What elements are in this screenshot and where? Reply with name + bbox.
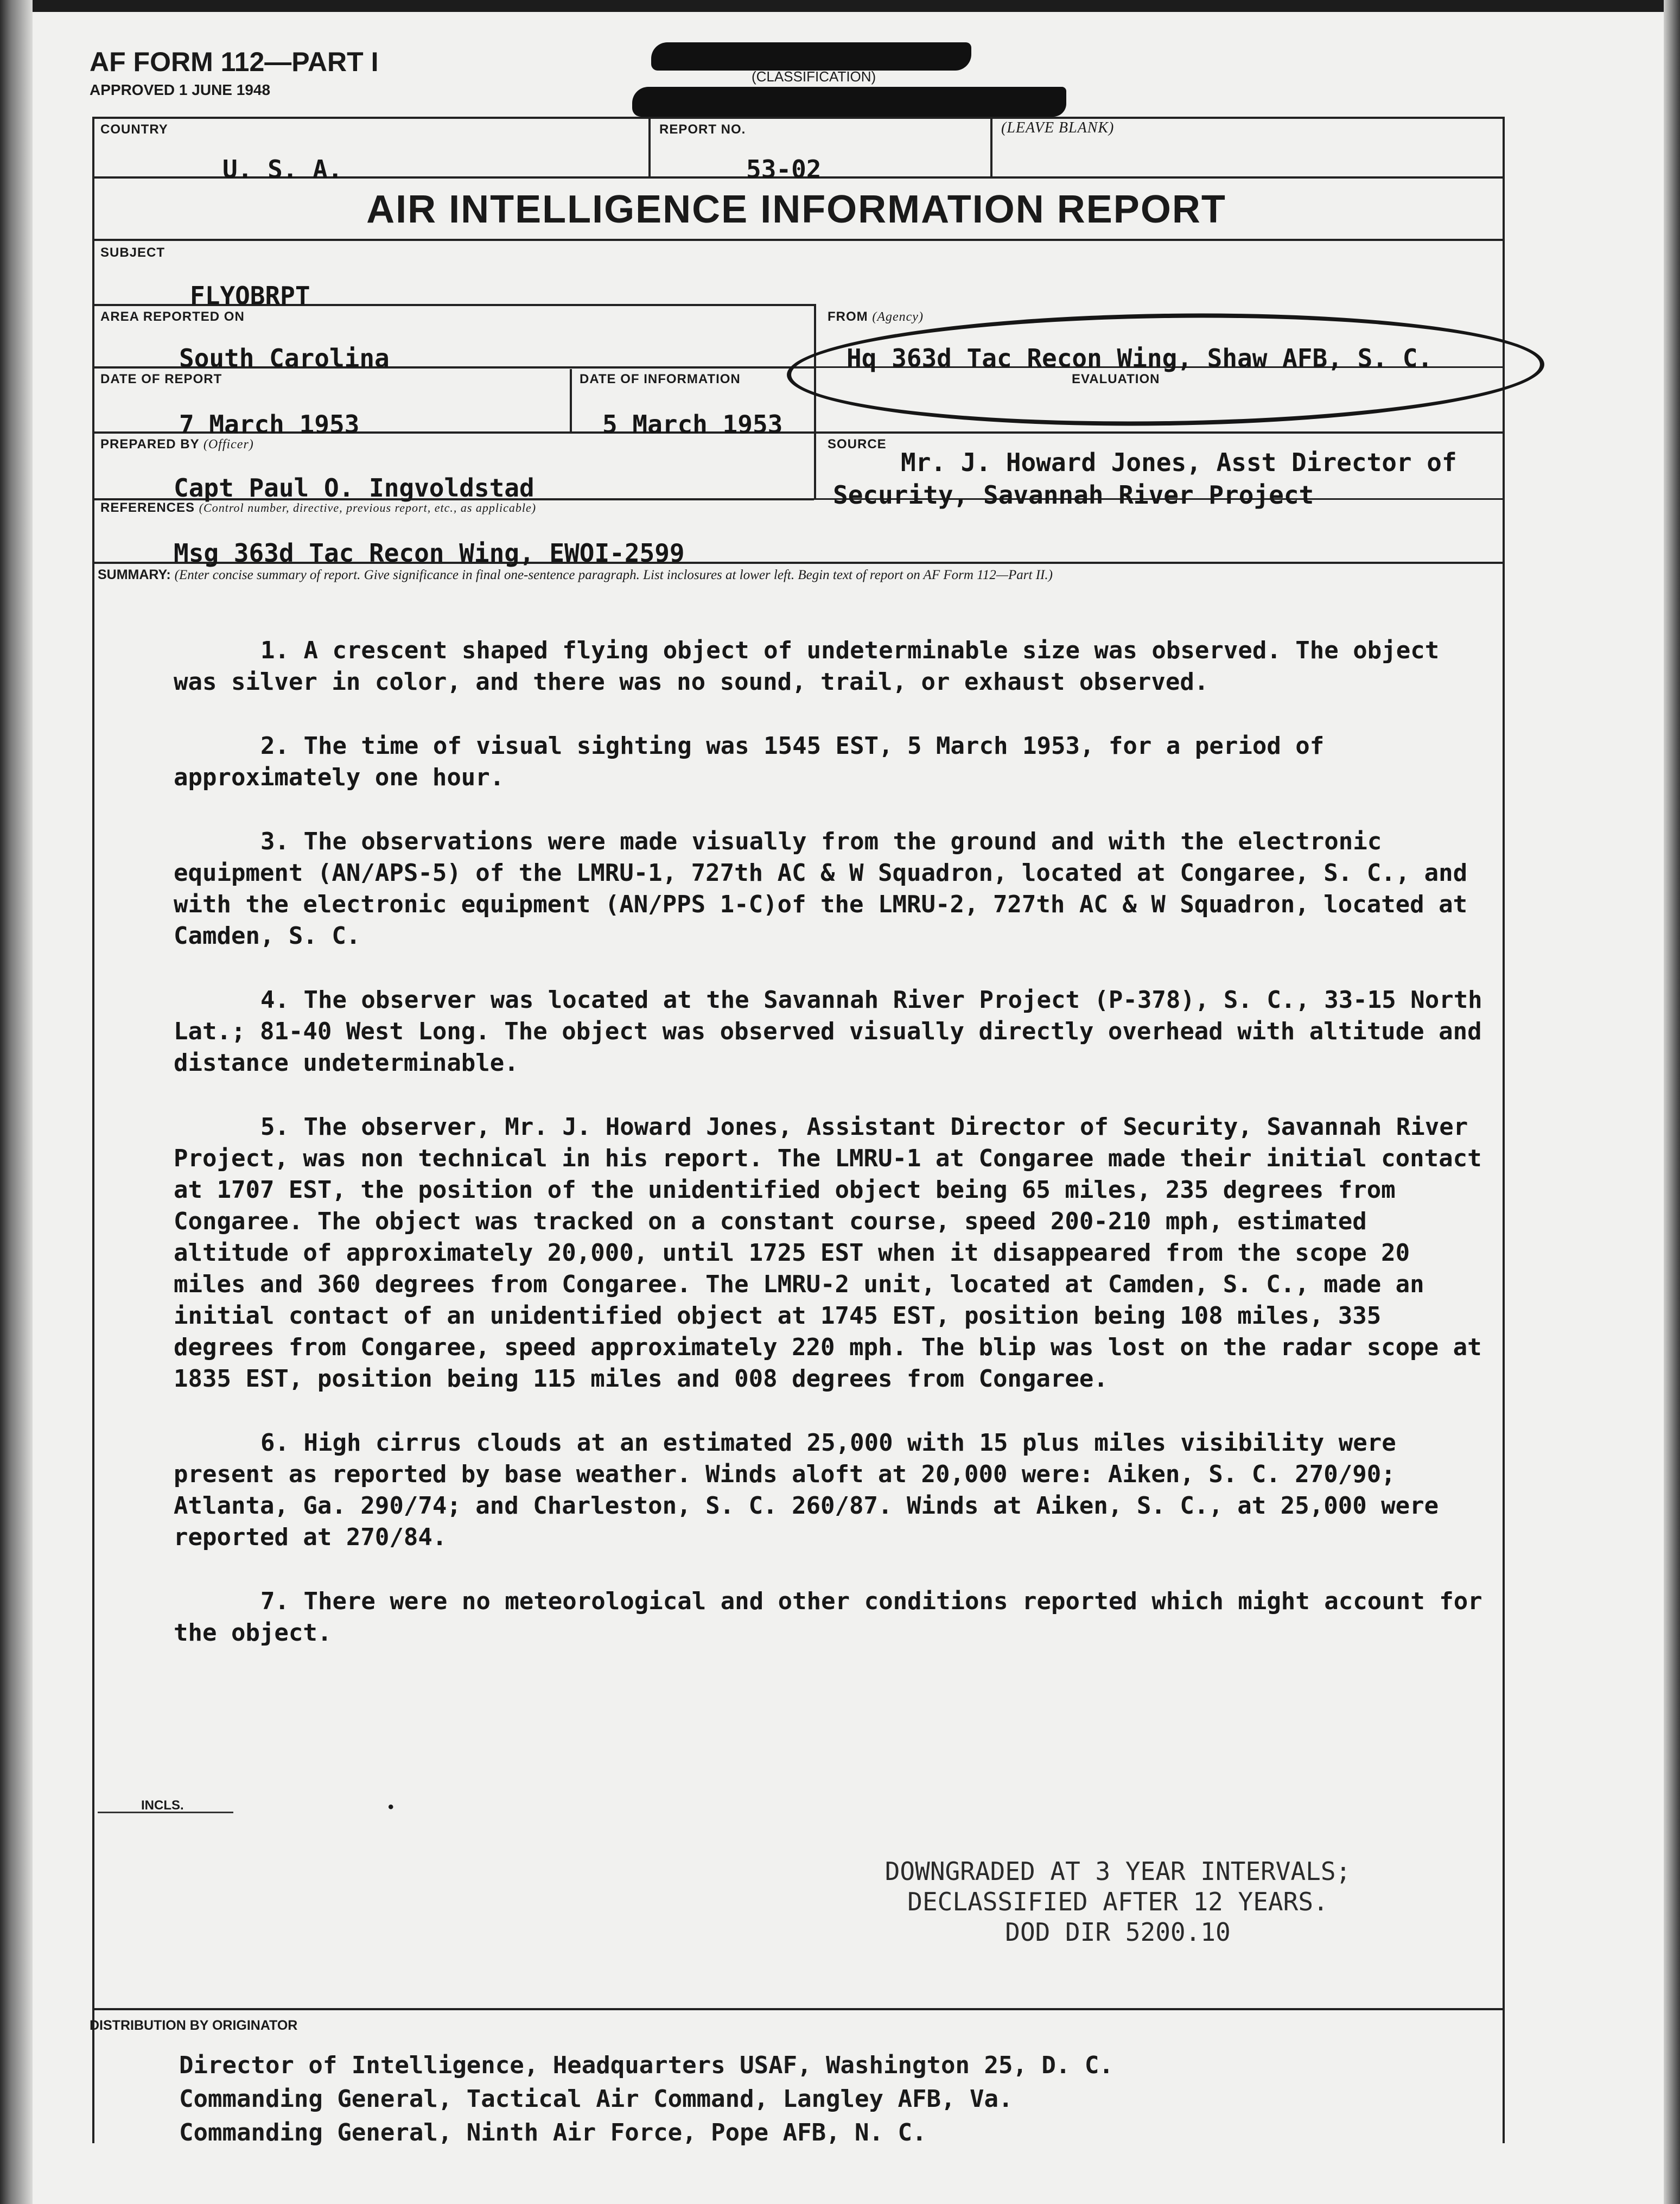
paragraph-1: 1. A crescent shaped flying object of undeterminable size was observed. The object was silver in color, and there was no sound, trail, or exhaust observed. — [174, 637, 1440, 696]
source-label: SOURCE — [828, 437, 887, 452]
subject-value: FLYOBRPT — [190, 281, 310, 310]
date-of-report-label: DATE OF REPORT — [100, 372, 222, 386]
inclosures-label: INCLS. — [141, 1798, 184, 1813]
from-label-italic: (Agency) — [872, 310, 924, 324]
distribution-label: DISTRIBUTION BY ORIGINATOR — [90, 2018, 298, 2033]
rule — [814, 304, 816, 499]
references-value: Msg 363d Tac Recon Wing, EWOI-2599 — [174, 538, 685, 568]
prepared-by-label — [100, 437, 254, 452]
paragraph-7: 7. There were no meteorological and other conditions reported which might account for the object. — [174, 1587, 1482, 1647]
evaluation-label: EVALUATION — [1072, 372, 1160, 386]
from-value: Hq 363d Tac Recon Wing, Shaw AFB, S. C. — [847, 344, 1433, 373]
references-label-italic: (Control number, directive, previous report, etc., as applicable) — [199, 501, 537, 515]
scan-edge-right — [1664, 0, 1680, 2204]
prepared-by-label-text: PREPARED BY — [100, 437, 200, 452]
prepared-by-label-italic: (Officer) — [203, 437, 254, 452]
classification-label: (CLASSIFICATION) — [752, 68, 876, 85]
downgrade-stamp — [765, 1856, 1471, 1947]
from-label-text: FROM — [828, 309, 868, 324]
from-label — [828, 309, 924, 325]
references-label — [100, 500, 536, 516]
downgrade-line-2: DECLASSIFIED AFTER 12 YEARS. — [907, 1887, 1328, 1916]
source-value-line1: Mr. J. Howard Jones, Asst Director of — [901, 448, 1457, 477]
paragraph-6: 6. High cirrus clouds at an estimated 25,000 with 15 plus miles visibility were present as reported by base weather. Winds aloft at 20,000 were: Aiken, S. C. 270/90; Atlanta, Ga. 290/74; and Charleston, S. C. 260/87. Winds at Aiken, S. C., at 25,000 were reported at 270/84. — [174, 1429, 1439, 1551]
paragraph-4: 4. The observer was located at the Savannah River Project (P-378), S. C., 33-15 North Lat.; 81-40 West Long. The object was observed visually directly overhead with altitude and distance undeterminable. — [174, 986, 1482, 1077]
redaction-bar — [632, 87, 1066, 117]
date-of-report-value: 7 March 1953 — [179, 410, 360, 439]
summary-instruction — [98, 567, 1053, 583]
report-no-value: 53-02 — [746, 155, 822, 184]
summary-label: SUMMARY: — [98, 567, 171, 582]
country-value: U. S. A. — [222, 155, 343, 184]
area-value: South Carolina — [179, 344, 390, 373]
scan-edge-left — [0, 0, 33, 2204]
distribution-item: Commanding General, Tactical Air Command, Langley AFB, Va. — [179, 2085, 1013, 2113]
downgrade-line-1: DOWNGRADED AT 3 YEAR INTERVALS; — [884, 1857, 1351, 1886]
paragraph-3: 3. The observations were made visually from the ground and with the electronic equipment (AN/APS-5) of the LMRU-1, 727th AC & W Squadron, located at Congaree, S. C., and with the electronic equipment (AN/PPS 1-C)of the LMRU-2, 727th AC & W Squadron, located at Camden, S. C. — [174, 828, 1468, 950]
paragraph-5: 5. The observer, Mr. J. Howard Jones, Assistant Director of Security, Savannah River Project, was non technical in his report. The LMRU-1 at Congaree made their initial contact at 1707 EST, the position of the unidentified object being 65 miles, 235 degrees from Congaree. The object was tracked on a constant course, speed 200-210 mph, estimated altitude of approximately 20,000, until 1725 EST when it disappeared from the scope 20 miles and 360 degrees from Congaree. The LMRU-2 unit, located at Camden, S. C., made an initial contact of an unidentified object at 1745 EST, position being 108 miles, 335 degrees from Congaree, speed approximately 220 mph. The blip was lost on the radar scope at 1835 EST, position being 115 miles and 008 degrees from Congaree. — [174, 1113, 1482, 1393]
paragraph-2: 2. The time of visual sighting was 1545 EST, 5 March 1953, for a period of approximately one hour. — [174, 732, 1325, 791]
form-approved-date: APPROVED 1 JUNE 1948 — [90, 81, 271, 98]
date-of-information-label: DATE OF INFORMATION — [580, 372, 741, 386]
rule — [990, 117, 992, 177]
scan-edge-top — [0, 0, 1680, 12]
form-id: AF FORM 112—PART I — [90, 47, 379, 77]
leave-blank-label: (LEAVE BLANK) — [1001, 119, 1115, 136]
rule — [648, 117, 651, 177]
date-of-information-value: 5 March 1953 — [602, 410, 783, 439]
report-body — [174, 635, 1487, 1681]
report-title: AIR INTELLIGENCE INFORMATION REPORT — [366, 188, 1226, 231]
report-no-label: REPORT NO. — [659, 122, 746, 137]
prepared-by-value: Capt Paul O. Ingvoldstad — [174, 473, 534, 503]
rule — [570, 369, 572, 433]
downgrade-line-3: DOD DIR 5200.10 — [1005, 1917, 1231, 1947]
source-value-line2: Security, Savannah River Project — [833, 480, 1314, 510]
area-label: AREA REPORTED ON — [100, 309, 245, 324]
subject-label: SUBJECT — [100, 245, 166, 260]
distribution-item: Director of Intelligence, Headquarters USAF, Washington 25, D. C. — [179, 2051, 1113, 2079]
distribution-item: Commanding General, Ninth Air Force, Pope AFB, N. C. — [179, 2119, 927, 2146]
inclosures-mark: • — [388, 1798, 394, 1816]
rule — [92, 2008, 1503, 2010]
summary-instruction-text: (Enter concise summary of report. Give significance in final one-sentence paragraph. List inclosures at lower left. Begin text of report on AF Form 112—Part II.) — [174, 568, 1053, 582]
rule — [92, 239, 1503, 241]
redaction-bar — [651, 42, 971, 71]
references-label-text: REFERENCES — [100, 500, 195, 515]
country-label: COUNTRY — [100, 122, 168, 137]
distribution-list — [179, 2049, 1113, 2150]
